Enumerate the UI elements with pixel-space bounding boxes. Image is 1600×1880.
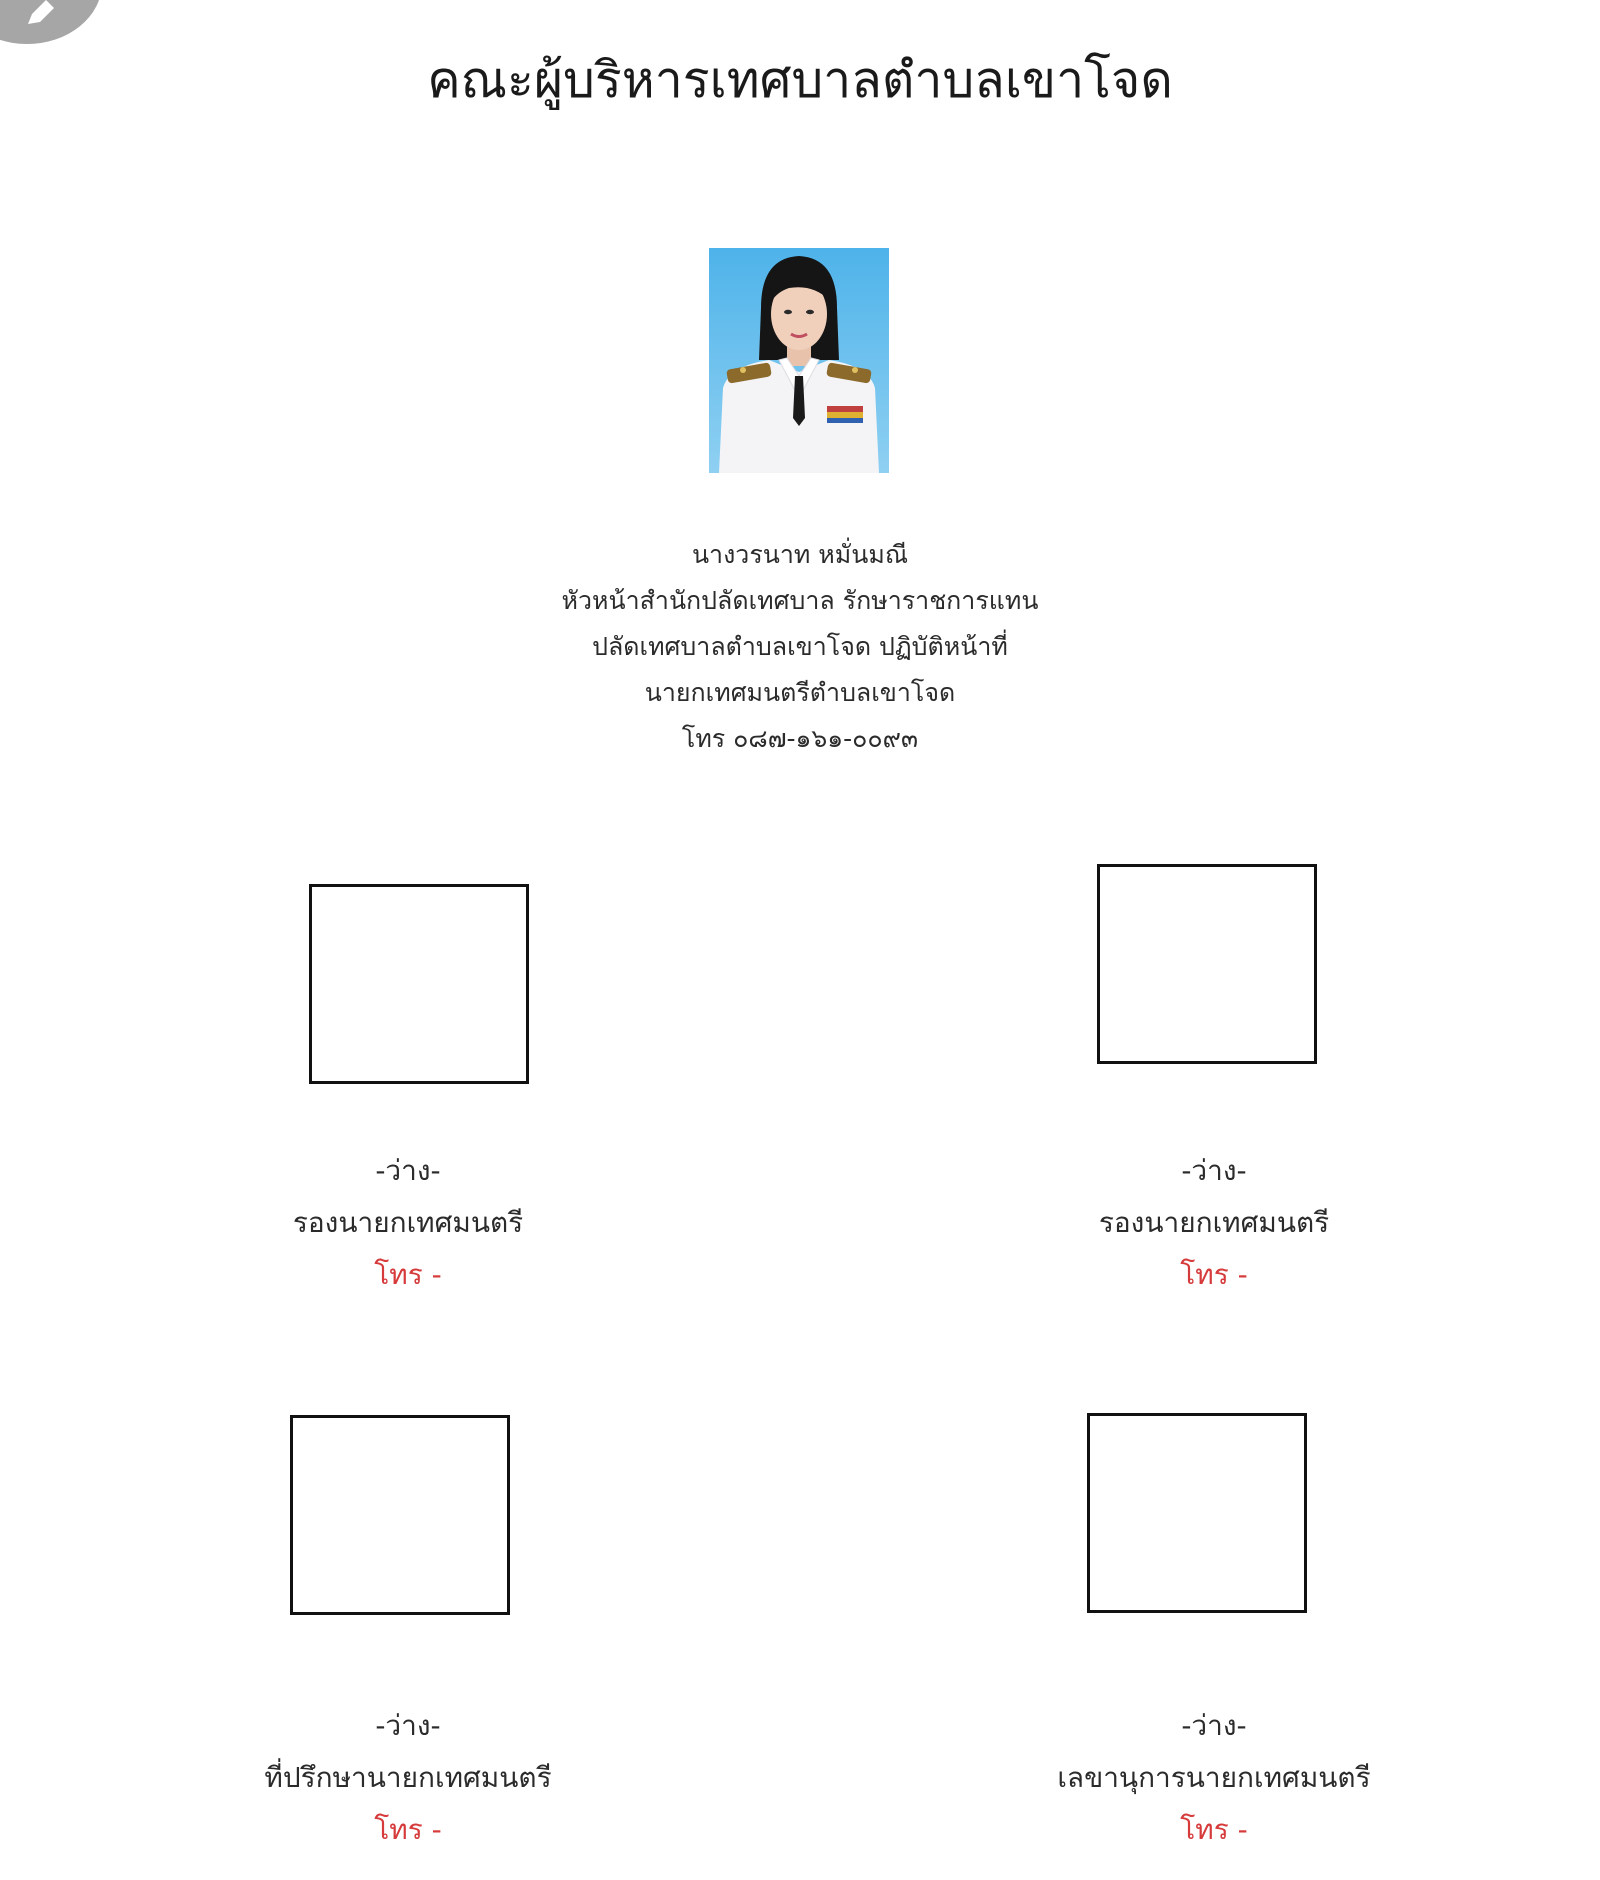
head-info bbox=[400, 532, 1200, 762]
position-title: เลขานุการนายกเทศมนตรี bbox=[1057, 1761, 1371, 1794]
position-phone: โทร - bbox=[1180, 1258, 1248, 1291]
photo-placeholder bbox=[309, 884, 529, 1084]
head-title-line: หัวหน้าสำนักปลัดเทศบาล รักษาราชการแทน bbox=[561, 586, 1039, 615]
head-name: นางวรนาท หมั่นมณี bbox=[691, 540, 909, 569]
position-phone: โทร - bbox=[1180, 1813, 1248, 1846]
photo-placeholder bbox=[1097, 864, 1317, 1064]
position-card bbox=[148, 1145, 668, 1301]
position-title: รองนายกเทศมนตรี bbox=[1098, 1206, 1330, 1239]
head-portrait bbox=[709, 248, 889, 473]
page-title: คณะผู้บริหารเทศบาลตำบลเขาโจด bbox=[427, 51, 1173, 109]
position-phone: โทร - bbox=[374, 1813, 442, 1846]
photo-placeholder bbox=[1087, 1413, 1307, 1613]
position-card bbox=[954, 1145, 1474, 1301]
head-title-line: ปลัดเทศบาลตำบลเขาโจด ปฏิบัติหน้าที่ bbox=[592, 632, 1008, 661]
position-card bbox=[954, 1700, 1474, 1856]
head-title-line: นายกเทศมนตรีตำบลเขาโจด bbox=[644, 678, 956, 707]
position-status: -ว่าง- bbox=[375, 1154, 441, 1187]
position-phone: โทร - bbox=[374, 1258, 442, 1291]
position-title: รองนายกเทศมนตรี bbox=[292, 1206, 524, 1239]
position-status: -ว่าง- bbox=[1181, 1709, 1247, 1742]
pencil-icon bbox=[26, 0, 56, 28]
position-title: ที่ปรึกษานายกเทศมนตรี bbox=[264, 1761, 552, 1794]
position-status: -ว่าง- bbox=[375, 1709, 441, 1742]
head-phone: โทร ๐๘๗-๑๖๑-๐๐๙๓ bbox=[681, 724, 919, 753]
photo-placeholder bbox=[290, 1415, 510, 1615]
position-card bbox=[148, 1700, 668, 1856]
edit-button[interactable] bbox=[0, 0, 102, 44]
position-status: -ว่าง- bbox=[1181, 1154, 1247, 1187]
